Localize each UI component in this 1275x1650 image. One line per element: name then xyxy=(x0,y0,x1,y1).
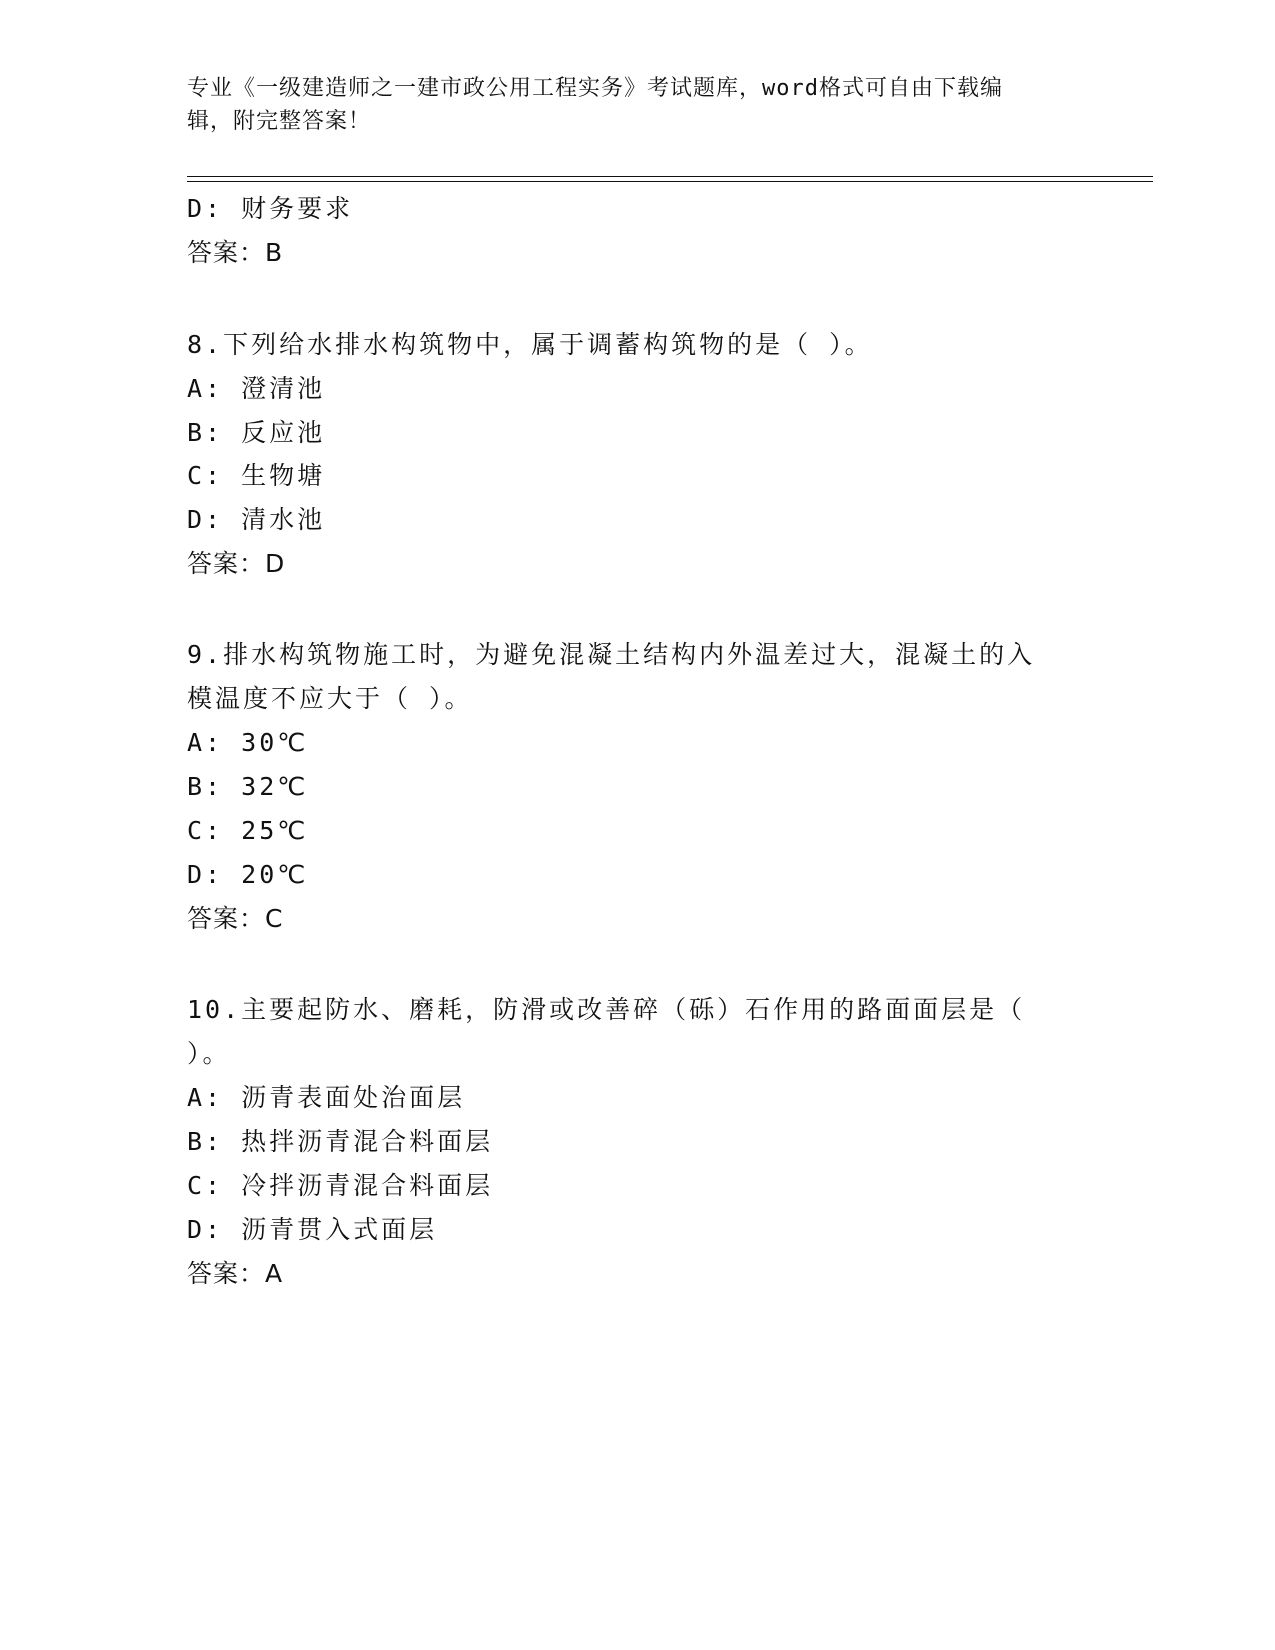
q10-option-b: B: 热拌沥青混合料面层 xyxy=(187,1127,494,1156)
header-divider-top xyxy=(187,176,1153,177)
prev-answer: 答案：B xyxy=(187,238,284,267)
q8-option-b: B: 反应池 xyxy=(187,418,326,447)
q9-option-c: C: 25℃ xyxy=(187,816,309,845)
header-line-2: 辑，附完整答案！ xyxy=(187,109,372,134)
prev-option-d: D: 财务要求 xyxy=(187,194,354,223)
page-header xyxy=(187,72,1067,138)
q9-question-line-2: 模温度不应大于（ ）。 xyxy=(187,684,473,713)
q9-answer: 答案：C xyxy=(187,904,284,933)
q10-question-line-2: ）。 xyxy=(187,1039,231,1068)
q9-option-d: D: 20℃ xyxy=(187,860,309,889)
header-line-1: 专业《一级建造师之一建市政公用工程实务》考试题库，word格式可自由下载编 xyxy=(187,76,1003,101)
q10-option-d: D: 沥青贯入式面层 xyxy=(187,1215,438,1244)
q8-question: 8.下列给水排水构筑物中，属于调蓄构筑物的是（ ）。 xyxy=(187,330,873,359)
q8-answer: 答案：D xyxy=(187,549,286,578)
q8-option-c: C: 生物塘 xyxy=(187,461,326,490)
q10-answer: 答案：A xyxy=(187,1259,284,1288)
q8-option-d: D: 清水池 xyxy=(187,505,326,534)
q10-option-c: C: 冷拌沥青混合料面层 xyxy=(187,1171,494,1200)
q9-question-line-1: 9.排水构筑物施工时，为避免混凝土结构内外温差过大，混凝土的入 xyxy=(187,640,1036,669)
q9-option-a: A: 30℃ xyxy=(187,728,309,757)
q10-option-a: A: 沥青表面处治面层 xyxy=(187,1083,466,1112)
q10-question-line-1: 10.主要起防水、磨耗，防滑或改善碎（砾）石作用的路面面层是（ xyxy=(187,995,1026,1024)
q8-option-a: A: 澄清池 xyxy=(187,374,326,403)
header-divider-bottom xyxy=(187,181,1153,182)
q9-option-b: B: 32℃ xyxy=(187,772,309,801)
